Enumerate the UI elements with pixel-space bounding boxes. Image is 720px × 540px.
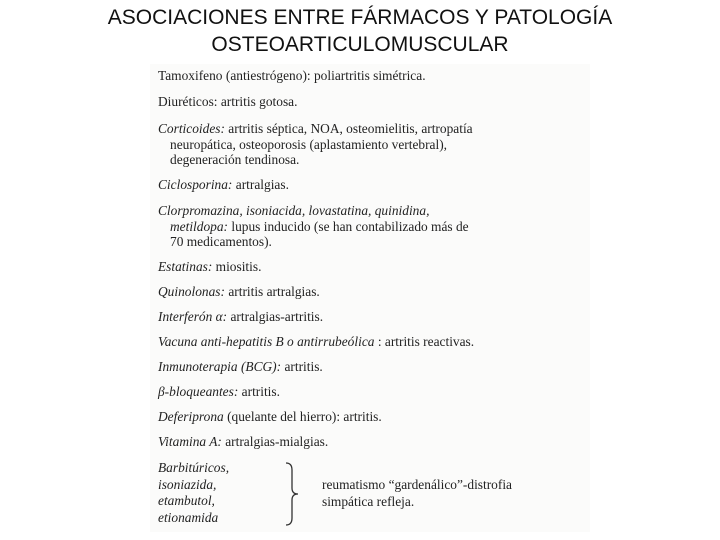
entry-vacuna: Vacuna anti-hepatitis B o antirrubeólica : artritis reactivas. — [158, 334, 475, 349]
slide-title — [0, 4, 720, 58]
title-line-2: OSTEOARTICULOMUSCULAR — [211, 33, 509, 56]
entry-deferiprona: Deferiprona (quelante del hierro): artritis. — [158, 409, 382, 424]
brace-group — [150, 460, 590, 530]
entry-quinolonas: Quinolonas: artritis artralgias. — [158, 284, 320, 299]
entry-interferon: Interferón α: artralgias-artritis. — [158, 309, 324, 324]
entry-tamoxifeno: Tamoxifeno (antiestrógeno): poliartritis simétrica. — [158, 68, 426, 83]
brace-group-effect: reumatismo “gardenálico”-distrofia simpática refleja. — [322, 477, 512, 509]
entry-diureticos: Diuréticos: artritis gotosa. — [158, 94, 298, 109]
entry-ciclosporina: Ciclosporina: artralgias. — [158, 177, 289, 192]
entry-beta-bloqueantes: β-bloqueantes: artritis. — [158, 384, 280, 399]
curly-brace-icon — [282, 462, 302, 526]
brace-group-drugs: Barbitúricos, isoniazida, etambutol, etionamida — [158, 460, 230, 525]
entry-estatinas: Estatinas: miositis. — [158, 259, 262, 274]
scanned-text-image — [150, 64, 590, 532]
entry-lupus-inducido: Clorpromazina, isoniacida, lovastatina, quinidina, metildopa: lupus inducido (se han contabilizado más de 70 medicamentos). — [158, 203, 469, 249]
title-line-1: ASOCIACIONES ENTRE FÁRMACOS Y PATOLOGÍA — [107, 6, 613, 29]
entry-inmunoterapia: Inmunoterapia (BCG): artritis. — [158, 359, 323, 374]
entry-vitamina-a: Vitamina A: artralgias-mialgias. — [158, 434, 329, 449]
entry-corticoides: Corticoides: artritis séptica, NOA, osteomielitis, artropatía neuropática, osteoporosis (aplastamiento vertebral), degeneración tendinosa. — [158, 121, 473, 167]
